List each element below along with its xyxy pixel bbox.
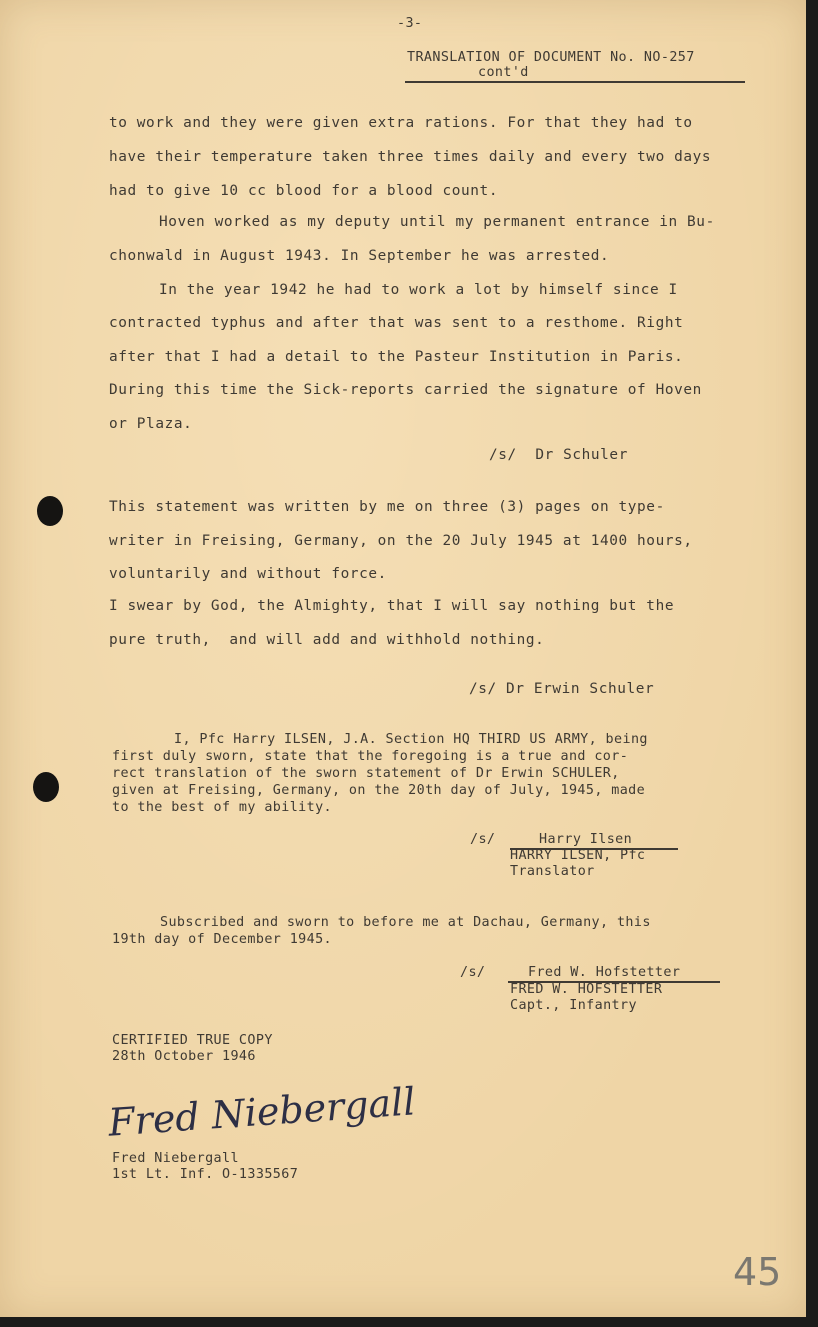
- oath-line: writer in Freising, Germany, on the 20 July 1945 at 1400 hours,: [109, 533, 693, 549]
- statement-line: to work and they were given extra rations. For that they had to: [109, 115, 693, 131]
- certifier-rank: 1st Lt. Inf. O-1335567: [112, 1167, 299, 1182]
- sworn-role: Capt., Infantry: [510, 998, 637, 1013]
- translator-role: Translator: [510, 864, 595, 879]
- sworn-sig-prefix: /s/: [460, 965, 486, 980]
- translator-printed-name: HARRY ILSEN, Pfc: [510, 848, 646, 863]
- handwritten-signature: Fred Niebergall: [106, 1079, 417, 1145]
- statement-line: or Plaza.: [109, 416, 193, 432]
- punch-hole: [33, 772, 59, 802]
- statement-line: after that I had a detail to the Pasteur Institution in Paris.: [109, 349, 684, 365]
- translator-line: rect translation of the sworn statement of Dr Erwin SCHULER,: [112, 766, 620, 781]
- document-title-contd: cont'd: [478, 65, 529, 80]
- statement-line: have their temperature taken three times daily and every two days: [109, 149, 712, 165]
- statement-line: During this time the Sick-reports carried the signature of Hoven: [109, 382, 702, 398]
- sworn-line: Subscribed and sworn to before me at Dachau, Germany, this: [160, 915, 651, 930]
- archive-page-number: 45: [733, 1250, 782, 1294]
- scan-border-bottom: [0, 1317, 818, 1327]
- translator-line: given at Freising, Germany, on the 20th day of July, 1945, made: [112, 783, 646, 798]
- translator-sig-name: Harry Ilsen: [539, 832, 633, 847]
- oath-line: pure truth, and will add and withhold nothing.: [109, 632, 545, 648]
- oath-signature: /s/ Dr Erwin Schuler: [469, 681, 655, 697]
- sworn-line: 19th day of December 1945.: [112, 932, 333, 947]
- oath-line: I swear by God, the Almighty, that I will say nothing but the: [109, 598, 675, 614]
- translator-line: I, Pfc Harry ILSEN, J.A. Section HQ THIRD US ARMY, being: [174, 732, 648, 747]
- certifier-name: Fred Niebergall: [112, 1151, 239, 1166]
- title-underline: [405, 81, 745, 83]
- oath-line: voluntarily and without force.: [109, 566, 387, 582]
- statement-signature: /s/ Dr Schuler: [489, 447, 628, 463]
- document-title: TRANSLATION OF DOCUMENT No. NO-257: [407, 50, 695, 65]
- statement-line: had to give 10 cc blood for a blood count.: [109, 183, 499, 199]
- scan-border-right: [806, 0, 818, 1327]
- translator-sig-prefix: /s/: [470, 832, 496, 847]
- statement-line: Hoven worked as my deputy until my permanent entrance in Bu-: [159, 214, 715, 230]
- oath-line: This statement was written by me on three (3) pages on type-: [109, 499, 665, 515]
- certified-date: 28th October 1946: [112, 1049, 256, 1064]
- sworn-sig-name: Fred W. Hofstetter: [528, 965, 681, 980]
- statement-line: contracted typhus and after that was sent to a resthome. Right: [109, 315, 684, 331]
- punch-hole: [37, 496, 63, 526]
- statement-line: chonwald in August 1943. In September he was arrested.: [109, 248, 610, 264]
- sworn-printed-name: FRED W. HOFSTETTER: [510, 982, 663, 997]
- translator-line: first duly sworn, state that the foregoing is a true and cor-: [112, 749, 629, 764]
- statement-line: In the year 1942 he had to work a lot by himself since I: [159, 282, 678, 298]
- certified-true-copy: CERTIFIED TRUE COPY: [112, 1033, 273, 1048]
- page-number: -3-: [397, 16, 423, 31]
- translator-line: to the best of my ability.: [112, 800, 333, 815]
